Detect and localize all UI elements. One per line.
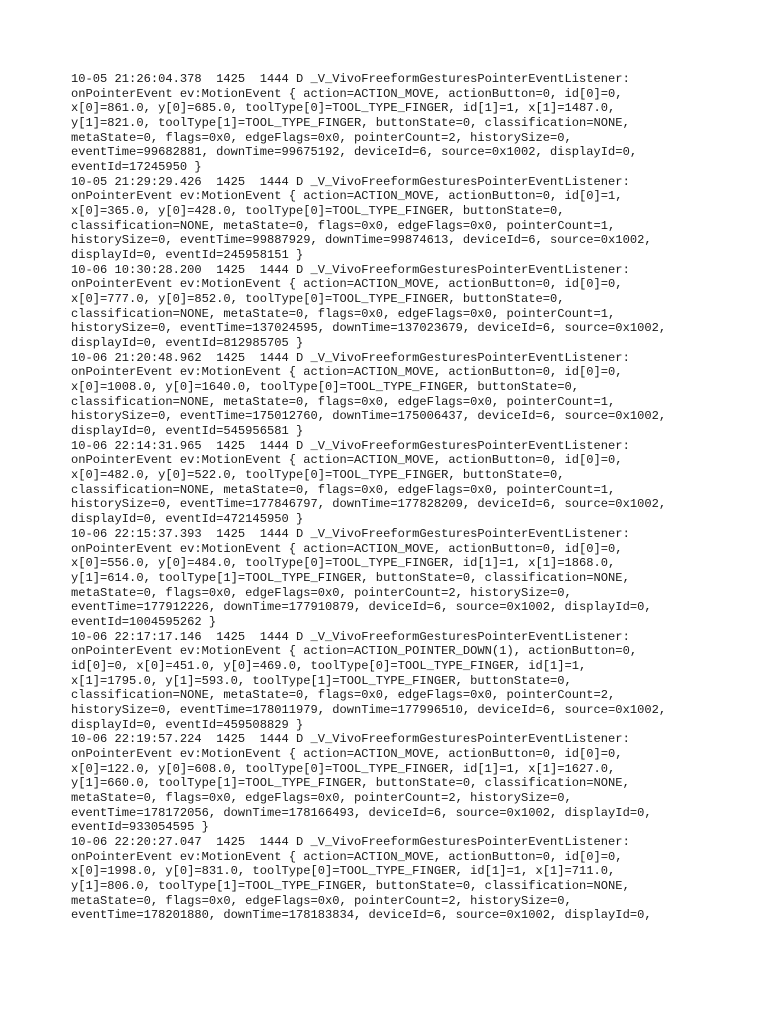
log-line: onPointerEvent ev:MotionEvent { action=ACTION_MOVE, actionButton=0, id[0]=0, bbox=[71, 453, 623, 468]
log-line: historySize=0, eventTime=177846797, downTime=177828209, deviceId=6, source=0x1002, bbox=[71, 497, 667, 512]
log-line: classification=NONE, metaState=0, flags=0x0, edgeFlags=0x0, pointerCount=1, bbox=[71, 482, 616, 497]
log-line: id[0]=0, x[0]=451.0, y[0]=469.0, toolType[0]=TOOL_TYPE_FINGER, id[1]=1, bbox=[71, 658, 587, 673]
log-line: x[0]=122.0, y[0]=608.0, toolType[0]=TOOL_TYPE_FINGER, id[1]=1, x[1]=1627.0, bbox=[71, 761, 616, 776]
log-line: historySize=0, eventTime=137024595, downTime=137023679, deviceId=6, source=0x1002, bbox=[71, 321, 667, 336]
log-line: eventId=17245950 } bbox=[71, 160, 202, 175]
log-line: onPointerEvent ev:MotionEvent { action=ACTION_MOVE, actionButton=0, id[0]=0, bbox=[71, 746, 623, 761]
log-line: eventId=1004595262 } bbox=[71, 614, 217, 629]
log-line: onPointerEvent ev:MotionEvent { action=ACTION_MOVE, actionButton=0, id[0]=0, bbox=[71, 541, 623, 556]
log-line: 10-05 21:29:29.426 1425 1444 D _V_VivoFreeformGesturesPointerEventListener: bbox=[71, 174, 630, 189]
log-line: x[0]=1008.0, y[0]=1640.0, toolType[0]=TOOL_TYPE_FINGER, buttonState=0, bbox=[71, 380, 580, 395]
log-line: displayId=0, eventId=245958151 } bbox=[71, 248, 304, 263]
log-line: metaState=0, flags=0x0, edgeFlags=0x0, pointerCount=2, historySize=0, bbox=[71, 790, 572, 805]
log-line: 10-06 10:30:28.200 1425 1444 D _V_VivoFreeformGesturesPointerEventListener: bbox=[71, 262, 630, 277]
log-line: 10-06 21:20:48.962 1425 1444 D _V_VivoFreeformGesturesPointerEventListener: bbox=[71, 350, 630, 365]
log-line: 10-06 22:17:17.146 1425 1444 D _V_VivoFreeformGesturesPointerEventListener: bbox=[71, 629, 630, 644]
log-line: x[1]=1795.0, y[1]=593.0, toolType[1]=TOOL_TYPE_FINGER, buttonState=0, bbox=[71, 673, 572, 688]
log-line: onPointerEvent ev:MotionEvent { action=ACTION_MOVE, actionButton=0, id[0]=0, bbox=[71, 86, 623, 101]
log-line: onPointerEvent ev:MotionEvent { action=ACTION_MOVE, actionButton=0, id[0]=0, bbox=[71, 365, 623, 380]
log-line: displayId=0, eventId=472145950 } bbox=[71, 512, 304, 527]
log-line: displayId=0, eventId=812985705 } bbox=[71, 336, 304, 351]
log-line: historySize=0, eventTime=178011979, downTime=177996510, deviceId=6, source=0x1002, bbox=[71, 702, 667, 717]
log-line: onPointerEvent ev:MotionEvent { action=ACTION_POINTER_DOWN(1), actionButton=0, bbox=[71, 644, 638, 659]
log-line: y[1]=614.0, toolType[1]=TOOL_TYPE_FINGER, buttonState=0, classification=NONE, bbox=[71, 570, 630, 585]
log-line: historySize=0, eventTime=99887929, downTime=99874613, deviceId=6, source=0x1002, bbox=[71, 233, 652, 248]
log-line: 10-05 21:26:04.378 1425 1444 D _V_VivoFreeformGesturesPointerEventListener: bbox=[71, 72, 630, 86]
log-line: displayId=0, eventId=545956581 } bbox=[71, 424, 304, 439]
log-line: metaState=0, flags=0x0, edgeFlags=0x0, pointerCount=2, historySize=0, bbox=[71, 585, 572, 600]
log-line: x[0]=365.0, y[0]=428.0, toolType[0]=TOOL_TYPE_FINGER, buttonState=0, bbox=[71, 204, 565, 219]
log-line: 10-06 22:15:37.393 1425 1444 D _V_VivoFreeformGesturesPointerEventListener: bbox=[71, 526, 630, 541]
log-line: 10-06 22:20:27.047 1425 1444 D _V_VivoFreeformGesturesPointerEventListener: bbox=[71, 834, 630, 849]
log-line: x[0]=777.0, y[0]=852.0, toolType[0]=TOOL_TYPE_FINGER, buttonState=0, bbox=[71, 292, 565, 307]
log-line: 10-06 22:19:57.224 1425 1444 D _V_VivoFreeformGesturesPointerEventListener: bbox=[71, 732, 630, 747]
log-line: onPointerEvent ev:MotionEvent { action=ACTION_MOVE, actionButton=0, id[0]=1, bbox=[71, 189, 623, 204]
log-line: eventTime=99682881, downTime=99675192, deviceId=6, source=0x1002, displayId=0, bbox=[71, 145, 638, 160]
log-line: y[1]=806.0, toolType[1]=TOOL_TYPE_FINGER, buttonState=0, classification=NONE, bbox=[71, 878, 630, 893]
log-line: x[0]=1998.0, y[0]=831.0, toolType[0]=TOOL_TYPE_FINGER, id[1]=1, x[1]=711.0, bbox=[71, 864, 616, 879]
log-line: x[0]=482.0, y[0]=522.0, toolType[0]=TOOL_TYPE_FINGER, buttonState=0, bbox=[71, 468, 565, 483]
log-line: onPointerEvent ev:MotionEvent { action=ACTION_MOVE, actionButton=0, id[0]=0, bbox=[71, 277, 623, 292]
log-line: eventId=933054595 } bbox=[71, 820, 209, 835]
log-line: metaState=0, flags=0x0, edgeFlags=0x0, pointerCount=2, historySize=0, bbox=[71, 893, 572, 908]
log-line: 10-06 22:14:31.965 1425 1444 D _V_VivoFreeformGesturesPointerEventListener: bbox=[71, 438, 630, 453]
log-line: eventTime=177912226, downTime=177910879, deviceId=6, source=0x1002, displayId=0, bbox=[71, 600, 652, 615]
log-text-block bbox=[71, 72, 751, 923]
log-line: y[1]=660.0, toolType[1]=TOOL_TYPE_FINGER, buttonState=0, classification=NONE, bbox=[71, 776, 630, 791]
log-line: eventTime=178201880, downTime=178183834, deviceId=6, source=0x1002, displayId=0, bbox=[71, 908, 652, 923]
log-line: eventTime=178172056, downTime=178166493, deviceId=6, source=0x1002, displayId=0, bbox=[71, 805, 652, 820]
log-line: classification=NONE, metaState=0, flags=0x0, edgeFlags=0x0, pointerCount=1, bbox=[71, 394, 616, 409]
log-line: historySize=0, eventTime=175012760, downTime=175006437, deviceId=6, source=0x1002, bbox=[71, 409, 667, 424]
log-line: onPointerEvent ev:MotionEvent { action=ACTION_MOVE, actionButton=0, id[0]=0, bbox=[71, 849, 623, 864]
log-line: displayId=0, eventId=459508829 } bbox=[71, 717, 304, 732]
log-line: metaState=0, flags=0x0, edgeFlags=0x0, pointerCount=2, historySize=0, bbox=[71, 130, 572, 145]
log-line: y[1]=821.0, toolType[1]=TOOL_TYPE_FINGER, buttonState=0, classification=NONE, bbox=[71, 116, 630, 131]
log-line: x[0]=556.0, y[0]=484.0, toolType[0]=TOOL_TYPE_FINGER, id[1]=1, x[1]=1868.0, bbox=[71, 556, 616, 571]
log-line: classification=NONE, metaState=0, flags=0x0, edgeFlags=0x0, pointerCount=1, bbox=[71, 306, 616, 321]
log-line: classification=NONE, metaState=0, flags=0x0, edgeFlags=0x0, pointerCount=2, bbox=[71, 688, 616, 703]
log-line: classification=NONE, metaState=0, flags=0x0, edgeFlags=0x0, pointerCount=1, bbox=[71, 218, 616, 233]
log-line: x[0]=861.0, y[0]=685.0, toolType[0]=TOOL_TYPE_FINGER, id[1]=1, x[1]=1487.0, bbox=[71, 101, 616, 116]
